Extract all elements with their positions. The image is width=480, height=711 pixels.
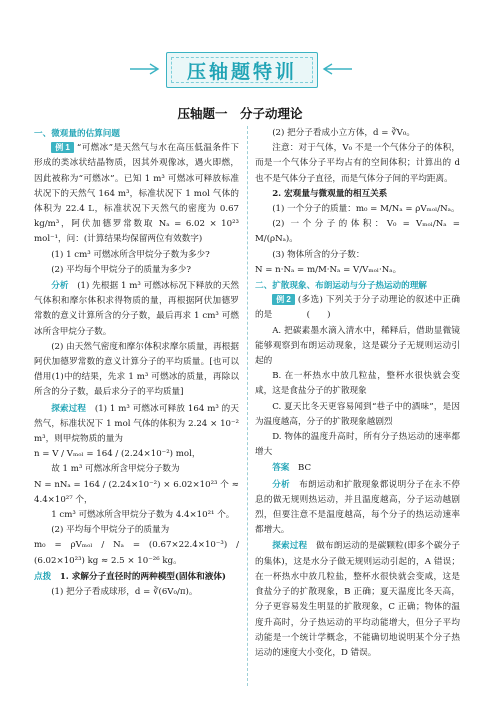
formula-count: N = nNₐ = 164 / (2.24×10⁻²) × 6.02×10²³ 个 ≈ 4.4×10²⁷ 个， xyxy=(34,479,239,505)
process-r-text: 做布朗运动的是碳颗粒(即多个碳分子的集体)，这是水分子做无规则运动引起的，A 错误；在一杯热水中放几粒盐，整杯水很快就会变咸，这是食盐分子的扩散现象，B 正确；夏天温度比冬天高，分子更容易发生明显的扩散现象，C 正确；物体的温度升高时，分子热运动的平均动能增大，但分子平均动能是一个统计学概念，不能确切地说明某个分子热运动的速度大小变化，D 错误。 xyxy=(255,541,460,658)
molecule-count-label: (3) 物体所含的分子数： xyxy=(272,249,365,260)
tip-text-1: 1. 求解分子直径时的两种模型(固体和液体) xyxy=(59,571,227,582)
heading-diffusion: 二、扩散现象、布朗运动与分子热运动的理解 xyxy=(255,280,427,291)
section-title: 压轴题一 分子动理论 xyxy=(177,107,303,121)
banner-left-deco xyxy=(128,62,162,76)
formula-moles: n = V / Vₘₒₗ = 164 / (2.24×10⁻²) mol， xyxy=(34,449,201,460)
left-column xyxy=(34,126,239,600)
tip-1 xyxy=(34,569,239,585)
process-r-tag: 探索过程 xyxy=(272,540,308,551)
example-2-text: (多选) 下列关于分子动理论的叙述中正确的是 ( ) xyxy=(255,295,460,321)
molecule-count-formula: N = n·Nₐ = m/M·Nₐ = V/Vₘₒₗ·Nₐ。 xyxy=(255,264,402,275)
analysis-r-tag: 分析 xyxy=(272,478,291,489)
option-b: B. 在一杯热水中放几粒盐，整杯水很快就会变咸，这是食盐分子的扩散现象 xyxy=(255,371,460,397)
option-c: C. 夏天比冬天更容易闻到“巷子中的酒味”，是因为温度越高，分子的扩散现象越剧烈 xyxy=(255,401,460,427)
tip-2: (1) 把分子看成球形，d = ∛(6V₀/π)。 xyxy=(51,587,198,598)
process-3: 1 cm³ 可燃冰所含甲烷分子数为 4.4×10²¹ 个。 xyxy=(51,510,235,521)
column-divider xyxy=(247,126,248,686)
right-column xyxy=(255,126,460,661)
analysis-r xyxy=(255,477,460,539)
question-2: (2) 平均每个甲烷分子的质量为多少? xyxy=(51,264,192,275)
answer-value: BC xyxy=(298,463,312,474)
process-4: (2) 平均每个甲烷分子的质量为 xyxy=(51,525,170,536)
banner-title: 压轴题特训 xyxy=(186,62,297,83)
answer-tag: 答案 xyxy=(272,462,290,473)
analysis-2: (2) 由天然气密度和摩尔体积求摩尔质量，再根据阿伏加德罗常数的意义计算分子的平均质量。[也可以借用(1)中的结果，先求 1 m³ 可燃冰的质量，再除以所含的分子数，最后求分子的平均质量] xyxy=(34,341,239,398)
cube-model: (2) 把分子看成小立方体，d = ∛V₀。 xyxy=(272,128,415,138)
option-a: A. 把碳素墨水滴入清水中，稀释后，借助显微镜能够观察到布朗运动现象，这是碳分子无规则运动引起的 xyxy=(255,325,460,367)
question-1: (1) 1 cm³ 可燃冰所含甲烷分子数为多少? xyxy=(51,249,210,260)
banner-right-deco xyxy=(320,62,354,76)
example-1 xyxy=(34,141,239,247)
process-2: 故 1 m³ 可燃冰所含甲烷分子数为 xyxy=(51,464,180,475)
example-1-tag: 例 1 xyxy=(51,142,74,153)
process-text-1: (1) 1 m³ 可燃冰可释放 164 m³ 的天然气，标准状况下 1 mol 气体的体积为 2.24 × 10⁻² m³，则甲烷物质的量为 xyxy=(34,403,239,445)
option-d: D. 物体的温度升高时，所有分子热运动的速率都增大 xyxy=(255,432,460,458)
process-1 xyxy=(34,401,239,448)
macro-micro-heading: 2. 宏观量与微观量的相互关系 xyxy=(272,188,388,199)
analysis-r-text: 布朗运动和扩散现象都说明分子在永不停息的做无规则热运动，并且温度越高，分子运动越剧烈，但要注意不是温度越高，每个分子的热运动速率都增大。 xyxy=(255,479,460,536)
banner xyxy=(166,52,318,88)
analysis-tag: 分析 xyxy=(51,280,69,291)
answer xyxy=(255,460,460,476)
molecule-volume: (2) 一个分子的体积：V₀ = Vₘₒₗ/Nₐ = M/(ρNₐ)。 xyxy=(255,219,460,245)
analysis-text-1: (1) 先根据 1 m³ 可燃冰标况下释放的天然气体积和摩尔体积求得物质的量，再根据阿伏加德罗常数的意义计算所含的分子数，最后再求 1 cm³ 可燃冰所含甲烷分子数。 xyxy=(34,281,239,337)
analysis-1 xyxy=(34,278,239,340)
molecule-mass: (1) 一个分子的质量：m₀ = M/Nₐ = ρVₘₒₗ/Nₐ。 xyxy=(272,204,460,215)
example-2 xyxy=(255,293,460,323)
process-r xyxy=(255,538,460,661)
gas-note: 注意：对于气体，V₀ 不是一个气体分子的体积，而是一个气体分子平均占有的空间体积；计算出的 d 也不是气体分子直径，而是气体分子间的平均距离。 xyxy=(255,143,460,184)
example-1-text: “可燃冰”是天然气与水在高压低温条件下形成的类冰状结晶物质，因其外观像冰，遇火即燃，因此被称为“可燃冰”。已知 1 m³ 可燃冰可释放标准状况下的天然气 164 m³，标准状况下 1 mol 气体的体积为 22.4 L，标准状况下天然气的密度为 0.67 kg/m³，阿伏加德罗常数取 Nₐ = 6.02 × 10²³ mol⁻¹，问：(计算结果均保留两位有效数字) xyxy=(34,143,239,245)
process-tag: 探索过程 xyxy=(51,402,87,413)
heading-micro-estimation: 一、微观量的估算问题 xyxy=(34,128,120,138)
example-2-tag: 例 2 xyxy=(272,294,295,305)
formula-mass: m₀ = ρVₘₒₗ / Nₐ = (0.67×22.4×10⁻³) / (6.02×10²³) kg ≈ 2.5 × 10⁻²⁶ kg。 xyxy=(34,540,239,566)
tip-tag: 点拨 xyxy=(34,570,52,581)
